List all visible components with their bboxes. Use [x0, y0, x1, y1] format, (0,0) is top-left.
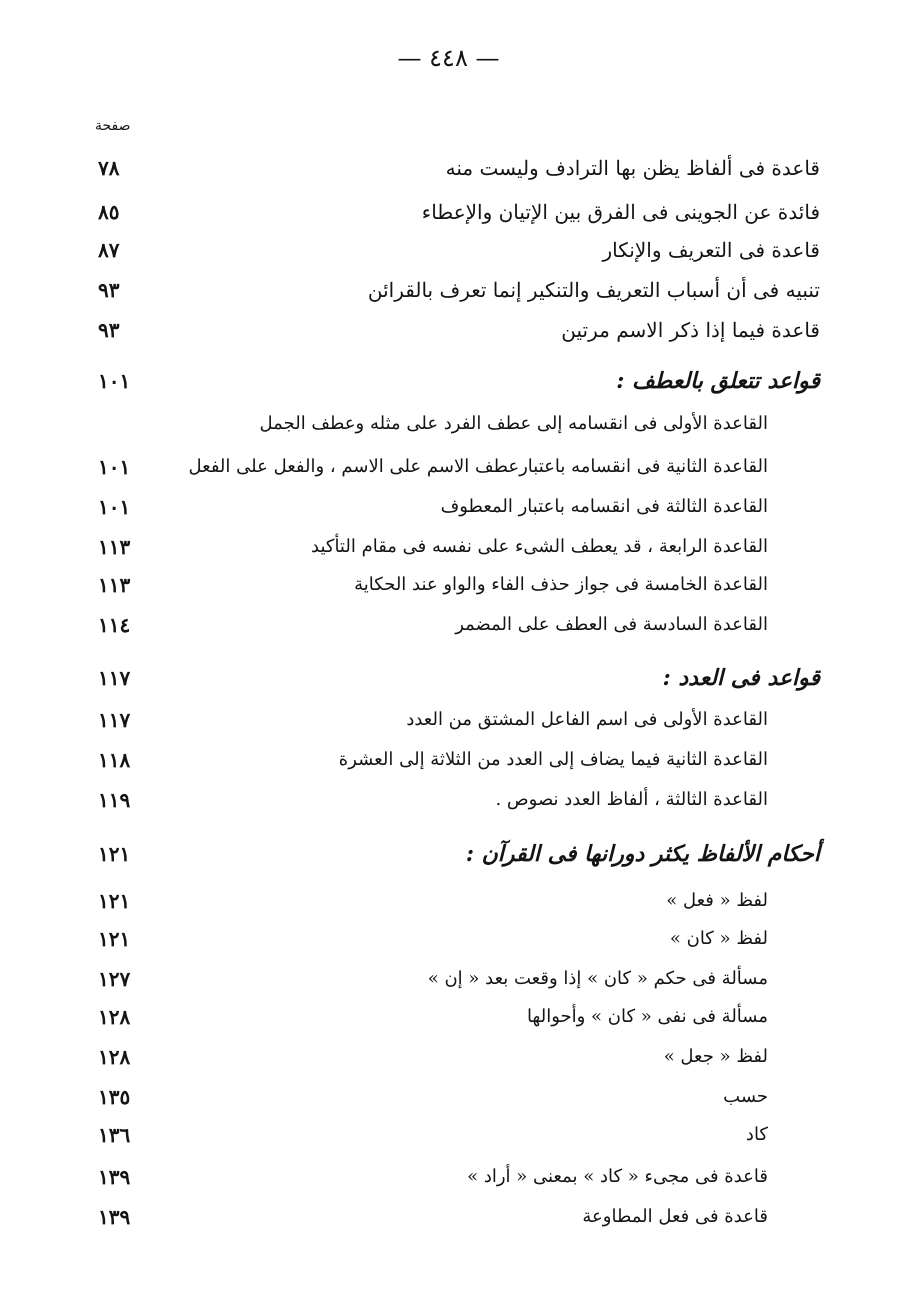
toc-entry-page: ١٠١ [98, 369, 131, 393]
toc-entry-page: ١١٣ [98, 573, 131, 597]
toc-entry-title: تنبيه فى أن أسباب التعريف والتنكير إنما تعرف بالقرائن [367, 278, 820, 302]
toc-entry-title: مسألة فى حكم « كان » إذا وقعت بعد « إن » [427, 968, 768, 989]
toc-entry [90, 783, 820, 817]
toc-entry-page: ١١٧ [98, 666, 131, 690]
toc-entry-page: ١١٨ [98, 748, 131, 772]
toc-entry-title: قاعدة فى ألفاظ يظن بها الترادف وليست منه [445, 156, 820, 180]
toc-entry-title: القاعدة الرابعة ، قد يعطف الشىء على نفسه فى مقام التأكيد [311, 536, 768, 557]
toc-entry-page: ١٢٧ [98, 967, 131, 991]
toc-entry [90, 407, 820, 441]
toc-entry-title: القاعدة السادسة فى العطف على المضمر [455, 614, 768, 635]
page-number: — ٤٤٨ — [397, 44, 500, 72]
toc-section-title: أحكام الألفاظ يكثر دورانها فى القرآن : [465, 841, 820, 867]
toc-entry [90, 490, 820, 524]
toc-entry [90, 962, 820, 996]
toc-entry-title: مسألة فى نفى « كان » وأحوالها [526, 1006, 768, 1027]
toc-entry [90, 151, 820, 185]
toc-entry-page: ١٢٨ [98, 1005, 131, 1029]
toc-entry-page: ١٣٥ [98, 1085, 131, 1109]
toc-entry [90, 530, 820, 564]
toc-entry [90, 568, 820, 602]
toc-entry-page: ١٢١ [98, 927, 131, 951]
toc-entry-title: حسب [723, 1086, 768, 1107]
toc-entry [90, 1160, 820, 1194]
toc-entry-title: قاعدة فى فعل المطاوعة [582, 1206, 768, 1227]
toc-entry-page: ٧٨ [98, 156, 120, 180]
toc-entry-title: كاد [745, 1124, 768, 1145]
toc-entry-page: ١٣٦ [98, 1123, 131, 1147]
toc-entry-page: ١٠١ [98, 455, 131, 479]
toc-entry-title: القاعدة الأولى فى انقسامه إلى عطف الفرد على مثله وعطف الجمل [259, 413, 768, 434]
toc-entry-page: ١١٧ [98, 708, 131, 732]
toc-entry [90, 273, 820, 307]
toc-entry-title: قاعدة فى مجىء « كاد » بمعنى « أراد » [467, 1166, 768, 1187]
toc-entry-page: ٨٧ [98, 238, 120, 262]
toc-entry-title: القاعدة الثالثة فى انقسامه باعتبار المعطوف [440, 496, 768, 517]
toc-entry [90, 703, 820, 737]
toc-entry-page: ١٢١ [98, 889, 131, 913]
toc-entry-page: ١٣٩ [98, 1205, 131, 1229]
toc-entry [90, 1080, 820, 1114]
toc-entry [90, 922, 820, 956]
toc-entry-page: ٨٥ [98, 200, 120, 224]
toc-entry-title: قاعدة فى التعريف والإنكار [602, 238, 820, 262]
toc-entry-title: القاعدة الخامسة فى جواز حذف الفاء والواو عند الحكاية [354, 574, 768, 595]
toc-entry [90, 1000, 820, 1034]
toc-entry [90, 884, 820, 918]
toc-entry-page: ١١٩ [98, 788, 131, 812]
toc-entry-title: القاعدة الثانية فى انقسامه باعتبارعطف الاسم على الاسم ، والفعل على الفعل [188, 456, 768, 477]
toc-entry-title: القاعدة الأولى فى اسم الفاعل المشتق من العدد [406, 709, 768, 730]
toc-entry-page: ١٠١ [98, 495, 131, 519]
toc-entry [90, 195, 820, 229]
toc-entry-page: ١١٣ [98, 535, 131, 559]
toc-entry-page: ١٢١ [98, 842, 131, 866]
toc-entry [90, 313, 820, 347]
toc-entry-title: لفظ « جعل » [663, 1046, 768, 1067]
toc-entry [90, 1200, 820, 1234]
toc-entry [90, 1040, 820, 1074]
toc-entry [90, 233, 820, 267]
toc-entry-page: ٩٣ [98, 278, 120, 302]
toc-section-heading [90, 364, 820, 398]
toc-entry-title: قاعدة فيما إذا ذكر الاسم مرتين [561, 318, 820, 342]
toc-entry-page: ١٣٩ [98, 1165, 131, 1189]
toc-entry-title: القاعدة الثانية فيما يضاف إلى العدد من الثلاثة إلى العشرة [338, 749, 768, 770]
toc-entry [90, 450, 820, 484]
page-column-header: صفحة [95, 118, 131, 134]
toc-entry-page: ٩٣ [98, 318, 120, 342]
toc-entry-title: لفظ « فعل » [666, 890, 768, 911]
toc-entry-page: ١١٤ [98, 613, 131, 637]
toc-section-title: قواعد تتعلق بالعطف : [616, 368, 820, 394]
toc-entry [90, 1118, 820, 1152]
toc-section-heading [90, 837, 820, 871]
toc-entry [90, 608, 820, 642]
toc-entry-page: ١٢٨ [98, 1045, 131, 1069]
toc-section-heading [90, 661, 820, 695]
toc-entry-title: لفظ « كان » [669, 928, 768, 949]
toc-section-title: قواعد فى العدد : [662, 665, 820, 691]
toc-entry-title: فائدة عن الجوينى فى الفرق بين الإتيان والإعطاء [421, 200, 820, 224]
toc-entry [90, 743, 820, 777]
toc-entry-title: القاعدة الثالثة ، ألفاظ العدد نصوص . [495, 789, 768, 810]
